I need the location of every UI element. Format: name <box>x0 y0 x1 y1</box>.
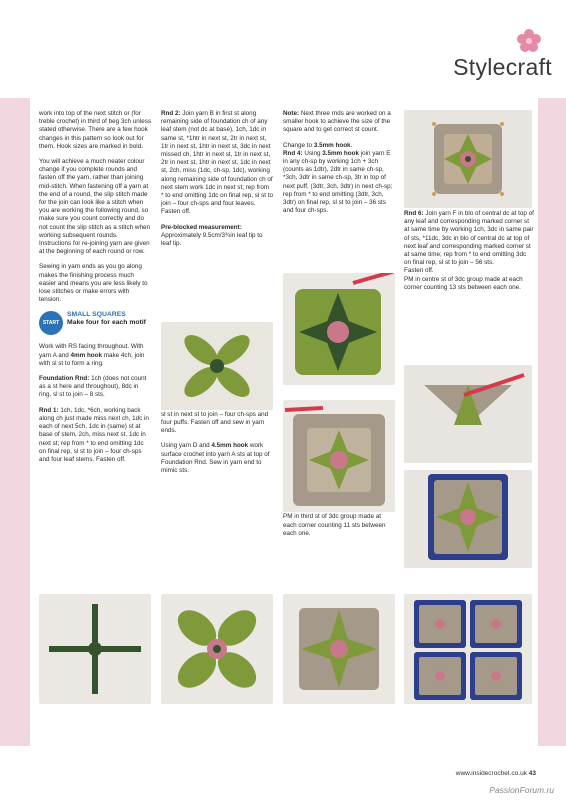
logo-text: Stylecraft <box>453 54 552 80</box>
paragraph: work into top of the next stitch or (for treble crochet) in third of beg 3ch unless stated otherwise. There are a few hook changes in this pattern so look out for them. Hook sizes are marked in bold. <box>39 110 152 150</box>
photo-taupe-square-hook <box>283 400 395 512</box>
flower-icon <box>516 28 542 54</box>
photo-leaf-cross <box>161 322 273 410</box>
photo-square-pinned <box>404 110 532 208</box>
photo-blocked-square <box>283 594 395 704</box>
paragraph: Rnd 2: Join yarn B in first st along remaining side of foundation ch of any leaf stem (not dc at base), 1ch, 1dc in same st, *1htr in next st, 2tr in next st, 1tr in next st, 1htr in next st, 3dc in next missed ch, 1htr in next st, 1tr in next st, 2tr in next st, 1htr in next st, 1dc in next st, 2ch, miss (1dc, ch-sp, 1dc), working along remaining side of foundation ch of next stem work 1dc in next st; rep from * to end omitting 1dc on final rep, sl st to join – four ch-sps and four leaves. Fasten off. <box>161 110 274 216</box>
paragraph: You will achieve a much neater colour change if you complete rounds and fasten off the yarn, rather than joining mid-stitch. When fastening off a yarn at the end of a round, the slip stitch made for the join can look like a stitch when you are working the following round, so make sure you count correctly and do not count the slip stitch as a stitch when working subsequent rounds. Instructions for re-joining yarn are given at the beginning of each round or row. <box>39 158 150 256</box>
column-2 <box>161 110 273 482</box>
paragraph: Foundation Rnd: 1ch (does not count as a st here and throughout), 8dc in ring, sl st to join – 8 sts. <box>39 375 147 399</box>
watermark: PassionForum.ru <box>489 785 554 795</box>
section-subtitle: Make four for each motif <box>67 319 146 327</box>
photo-leaf-square-hook <box>283 273 395 385</box>
photo-navy-square <box>404 470 532 568</box>
photo-four-leaves <box>161 594 273 704</box>
paragraph: Rnd 6: Join yarn F in blo of central dc at top of any leaf and corresponding marked corner st at same time by working 1ch, 3dc in same pair of sts, *11dc, 3dc in blo of central dc at top of next leaf and corresponding marked corner st at same time; rep from * to end omitting 3dc on final rep, sl st to join – 56 sts. Fasten off. PM in centre st of 3dc group made at each corner counting 13 sts between each one. <box>404 210 534 291</box>
section-title: SMALL SQUARES <box>67 311 126 319</box>
photo-four-squares <box>404 594 532 704</box>
paragraph: Sewing in yarn ends as you go along makes the finishing process much easier and means you are less likely to lose stitches or make errors with tension. <box>39 263 148 304</box>
stylecraft-logo <box>453 32 552 81</box>
section-header <box>39 311 151 337</box>
start-badge: START <box>39 311 63 335</box>
paragraph: Rnd 1: 1ch, 1dc, *6ch, working back along ch just made miss next ch, 1dc in each of next 5ch, 1dc in (same) st at base of stem, 2ch, miss next st, 1dc in next st; rep from * to end omitting 1dc on final rep, sl st to join – four ch-sps and four leaf stems. Fasten off. <box>39 406 149 463</box>
paragraph: Work with RS facing throughout. With yarn A and 4mm hook make 4ch, join with sl st to form a ring. <box>39 343 145 367</box>
paragraph: Using yarn D and 4.5mm hook work surface crochet into yarn A sts at top of Foundation Rnd. Sew in yarn end to mimic sts. <box>161 442 270 475</box>
paragraph: sl st in next st to join – four ch-sps and four puffs. Fasten off and sew in yarn ends. <box>161 410 269 435</box>
photo-navy-border-hook <box>404 365 532 463</box>
paragraph: Change to 3.5mm hook. Rnd 4: Using 3.5mm hook join yarn E in any ch-sp by working 1ch + 3ch (counts as 1dtr), 2dtr in same ch-sp, *3ch, 3dtr in same ch-sp, 3tr in top of next puff, (3dtr, 3ch, 3dtr) in next ch-sp; rep from * to end omitting (3dtr, 3ch, 3dtr) on final rep, sl st to join – 36 sts and four ch-sps. <box>283 141 393 215</box>
paragraph: Note: Next three rnds are worked on a smaller hook to achieve the size of the square and to get correct st count. <box>283 110 391 134</box>
column-1 <box>39 110 151 471</box>
paragraph: Pre-blocked measurement: Approximately 9.5cm/3¾in leaf tip to leaf tip. <box>161 223 263 248</box>
photo-stem-cross <box>39 594 151 704</box>
footer-url: www.insidecrochet.co.uk 43 <box>455 770 536 777</box>
paragraph: PM in third st of 3dc group made at each corner counting 11 sts between each one. <box>283 513 386 537</box>
